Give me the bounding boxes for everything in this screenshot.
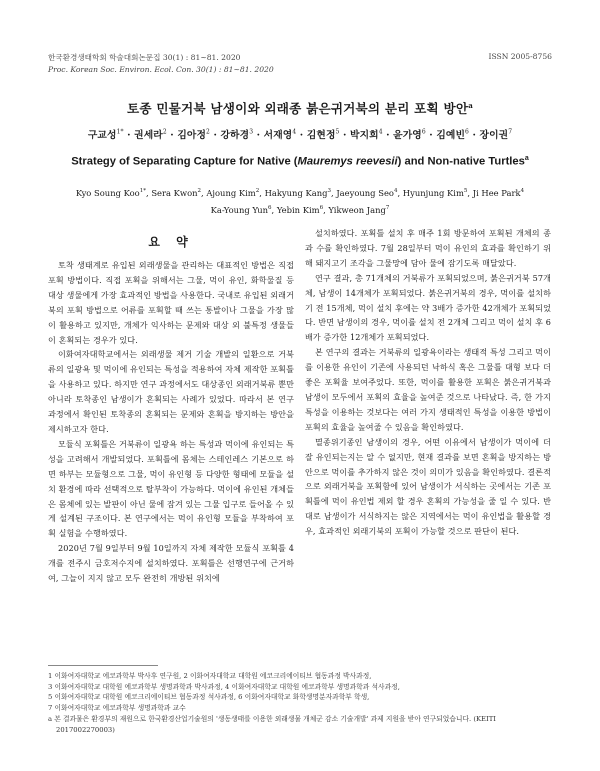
author-affiliation-en: 6 (319, 204, 324, 211)
authors-en: Kyo Soung Koo$^{1*}$, Sera Kwon$^2$, Ajoung Kim$^2$, Hakyung Kang$^3$, Jaeyoung Seo$^4$, Hyunjung Kim$^5$, Ji Hee Park$^4$ Ka-Young Yun$^6$, Yebin Kim$^6$, Yikweon Jang$^7$ (75, 187, 525, 215)
author-name-ko: 김아정 (177, 130, 207, 141)
author-name-ko: 김현정 (306, 130, 336, 141)
paper-title-ko (0, 98, 600, 117)
author-affiliation-ko: 1* (116, 128, 124, 136)
author-affiliation-ko: 4 (378, 128, 383, 136)
author-affiliation-en: 4 (393, 188, 398, 194)
author-affiliation-en: 5 (463, 188, 468, 194)
journal-citation-ko: 한국환경생태학회 학술대회논문집 30(1) : 81~81. 2020 (48, 53, 241, 62)
author-affiliation-en: 1* (139, 188, 146, 194)
footnote-line: 7 이화여자대학교 에코과학부 생명과학과 교수 (48, 704, 186, 713)
author-name-ko: 권세라 (134, 130, 163, 141)
author-affiliation-ko: 4 (292, 128, 297, 136)
author-name-ko: 구교성 (87, 130, 117, 141)
species-name: Mauremys reevesii (297, 155, 398, 168)
title-en-part: Strategy of Separating Capture for Native ( (71, 155, 298, 168)
author-name-en: Hyunjung Kim (402, 187, 464, 198)
author-name-en: Yikweon Jang (328, 204, 386, 215)
title-footnote-marker: a (468, 100, 473, 110)
author-affiliation-en: 2 (255, 188, 260, 194)
author-name-ko: 김예빈 (436, 130, 466, 141)
author-affiliation-ko: 2 (162, 128, 167, 136)
abstract-paragraph: 2020년 7월 9일부터 9월 10일까지 자체 제작한 모듈식 포획틀 4개를 전주시 금호저수지에 설치하였다. 포획틀은 선행연구에 근거하여, 그늘이 지지 않고 모두 완전히 개방된 위치에 (48, 543, 294, 584)
title-en-part: ) and Non-native Turtles (397, 155, 525, 168)
abstract-heading: 요 약 (148, 235, 194, 249)
abstract-paragraph: 이화여자대학교에서는 외래생물 제거 기술 개발의 일환으로 거북류의 일광욕 및 먹이에 유인되는 특성을 적용하여 자체 제작한 포획틀을 사용하고 있다. 하지만 연구 과정에서도 대상종인 외래거북류 뿐만아니라 토착종인 남생이가 혼획되는 사례가 있었다. 따라서 본 연구 과정에서 확인된 토착종의 혼획되는 문제와 혼획을 방지하는 방안을 제시하고자 한다. (48, 349, 294, 434)
author-affiliation-en: 2 (197, 188, 202, 194)
author-name-ko: 강하경 (220, 130, 250, 141)
author-affiliation-ko: 3 (249, 128, 254, 136)
author-affiliation-ko: 5 (335, 128, 340, 136)
abstract-paragraph: 토착 생태계로 유입된 외래생물을 관리하는 대표적인 방법은 직접 포획 방법이다. 직접 포획을 위해서는 그물, 먹이 유인, 화학물질 등 대상 생물에게 가장 효과적인 방법을 사용한다. 국내로 유입된 외래거북의 포획 방법으로 어류를 포획할 때 쓰는 통발이나 그물을 가장 많이 활용하고 있지만, 개체가 익사하는 문제와 대상 외 불특정 생물들이 혼획되는 경우가 있다. (48, 260, 294, 345)
issn-label: ISSN 2005-8756 (488, 52, 552, 61)
author-affiliation-ko: 6 (421, 128, 426, 136)
footnote-line: 5 이화여자대학교 대학원 에코크리에이티브 협동과정 석사과정, 6 이화여자대학교 화학생명분자과학부 학생, (48, 693, 370, 702)
title-en-footnote-marker: a (524, 155, 529, 162)
footnote-divider (48, 665, 158, 666)
author-name-en: Ji Hee Park (472, 187, 521, 198)
author-name-en: Ajoung Kim (206, 187, 256, 198)
author-name-en: Kyo Soung Koo (75, 187, 140, 198)
author-name-en: Sera Kwon (151, 187, 198, 198)
abstract-column-right (305, 226, 551, 539)
abstract-paragraph: 멸종위기종인 남생이의 경우, 어떤 이유에서 남생이가 먹이에 더 잘 유인되는지는 알 수 없지만, 현재 결과를 보면 혼획을 방지하는 방안으로 먹이를 추가하지 않은 것이 의미가 있음을 확인하였다. 결론적으로 외래거북을 포획함에 있어 남생이가 서식하는 곳에서는 기존 포획틀에 먹이 유인법 제외 할 경우 혼획의 가능성을 줄 일 수 있다. 반대로 남생이가 서식하지는 않은 지역에서는 먹이 유인법을 활용할 경우, 효과적인 외래기북의 포획이 가능할 것으로 판단이 된다. (305, 436, 551, 537)
footnote-line: 3 이화여자대학교 대학원 에코과학부 생명과학과 박사과정, 4 이화여자대학교 대학원 에코과학부 생명과학과 석사과정, (48, 682, 400, 691)
abstract-column-left (48, 258, 294, 586)
author-affiliation-en: 3 (327, 188, 331, 194)
author-name-en: Jaeyoung Seo (336, 187, 394, 198)
author-name-en: Hakyung Kang (264, 187, 328, 198)
author-affiliation-ko: 6 (465, 128, 469, 136)
footnote-line: a 본 결과물은 환경부의 재원으로 한국환경산업기술원의 '생동생태를 이용한 외래생물 개체군 감소 기술개발' 과제 지원을 받아 연구되었습니다. (KEITI 2017002270003) (48, 714, 496, 734)
author-affiliation-en: 6 (268, 204, 272, 211)
abstract-paragraph: 연구 결과, 총 71개체의 거북류가 포획되었으며, 붉은귀거북 57개체, 남생이 14개체가 포획되었다. 붉은귀거북의 경우, 먹이를 설치하기 전 15개체, 먹이 설치 후에는 약 3배가 증가한 42개체가 포획되었다. 반면 남생이의 경우, 먹이를 설치 전 2개체 그리고 먹이 설치 후 6배가 증가한 12개체가 포획되었다. (305, 272, 551, 343)
author-name-ko: 윤가영 (393, 130, 422, 141)
footnote-line: 1 이화여자대학교 에코과학부 박사후 연구원, 2 이화여자대학교 대학원 에코크리에이티브 협동과정 박사과정, (48, 672, 372, 680)
author-name-ko: 장이권 (479, 130, 509, 141)
author-affiliation-en: 7 (385, 204, 390, 211)
author-affiliation-ko: 7 (508, 128, 513, 136)
authors-ko: 구교성$^{1*}$ · 권세라$^2$ · 김아정$^2$ · 강하경$^3$ · 서재영$^4$ · 김현정$^5$ · 박지희$^4$ · 윤가영$^6$ · 김예빈$^6$ · 장이권$^7$ (87, 128, 513, 141)
author-name-ko: 서재영 (263, 130, 293, 141)
journal-citation-en: Proc. Korean Soc. Environ. Ecol. Con. 30(1) : 81~81. 2020 (48, 65, 274, 74)
author-name-en: Yebin Kim (276, 204, 320, 215)
abstract-paragraph: 본 연구의 결과는 거북류의 일광욕이라는 생태적 특성 그리고 먹이를 이용한 유인이 기존에 사용되던 낙하식 혹은 그물틀 대형 보다 더 좋은 포획율 보여주었다. 또한, 먹이를 활용한 포획은 붉은귀거북과 남생이 모두에서 포획의 효율을 높여준 것으로 나타났다. 즉, 한 가지 특성을 이용하는 것보다는 여러 가지 생태적인 특성을 이용한 방법이 포획의 효율을 높여줄 수 있음을 확인하였다. (305, 347, 551, 432)
abstract-paragraph: 설치하였다. 포획틀 설치 후 매주 1회 방문하여 포획된 개체의 종과 수를 확인하였다. 7월 28일부터 먹이 유인의 효과를 확인하기 위해 돼지고기 조각을 그물망에 담아 물에 잠기도록 매달았다. (305, 228, 551, 268)
paper-title-ko-text: 토종 민물거북 남생이와 외래종 붉은귀거북의 분리 포획 방안 (127, 101, 469, 116)
author-affiliation-en: 4 (520, 188, 525, 194)
abstract-paragraph: 모듈식 포획틀은 거북류이 일광욕 하는 특성과 먹이에 유인되는 특성을 고려해서 개발되었다. 포획틀에 몸체는 스테인레스 기본으로 하면 하부는 모듈형으로 그물, 먹이 유인형 등 다양한 형태에 모듈을 설치 환경에 따라 선택적으로 탈부착이 가능하다. 먹이에 유인된 개체들은 몸체에 있는 발판이 아닌 물에 잠겨 있는 그물 입구로 들어올 수 있게 설계된 구조이다. 본 연구에서는 먹이 유인형 모듈을 부착하여 포획 실험을 수행하였다. (48, 438, 294, 539)
author-name-en: Ka-Young Yun (210, 204, 269, 215)
author-name-ko: 박지희 (350, 130, 379, 141)
paper-title-en (0, 155, 600, 168)
footnotes (48, 671, 553, 735)
journal-header (48, 52, 274, 76)
author-affiliation-ko: 2 (206, 128, 210, 136)
